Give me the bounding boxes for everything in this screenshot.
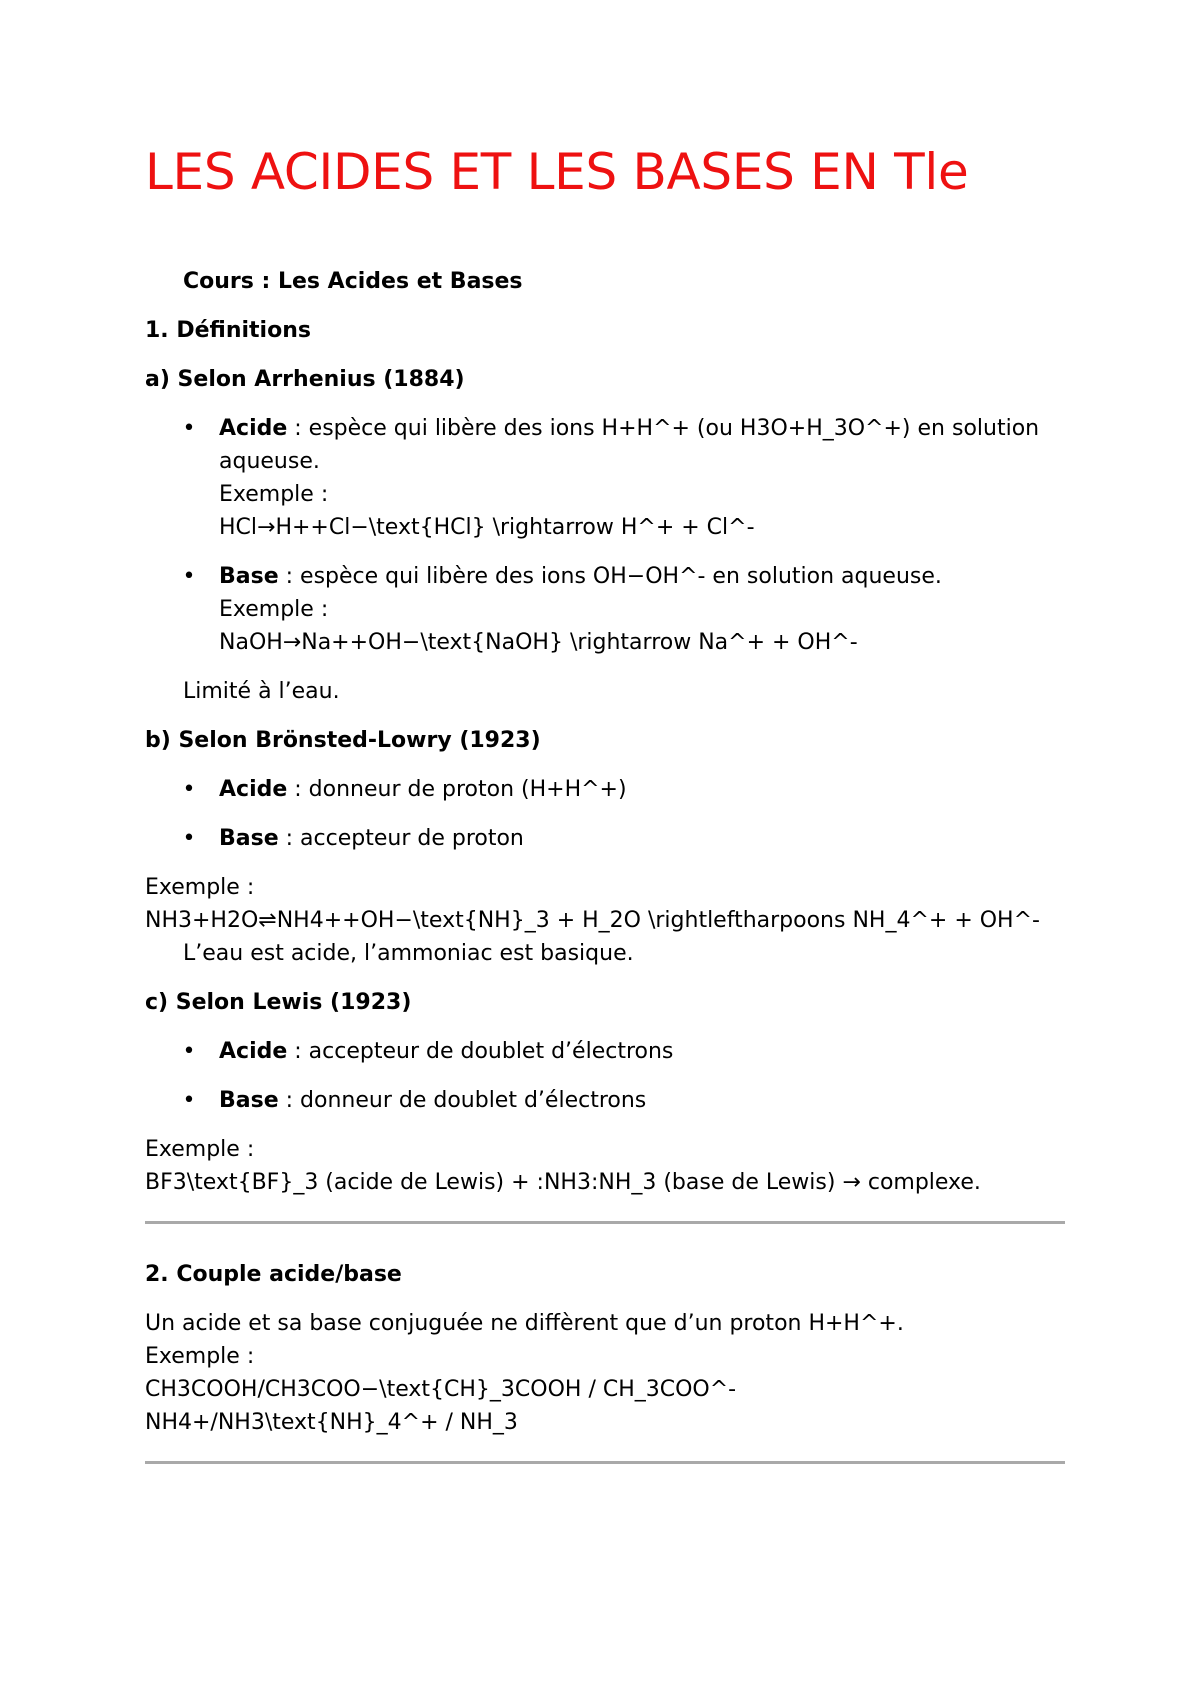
document-title: LES ACIDES ET LES BASES EN Tle — [145, 143, 969, 201]
lewis-example-block — [145, 1133, 1065, 1199]
bullet-icon: • — [182, 777, 196, 802]
arrhenius-acid-text: : espèce qui libère des ions H+H^+ (ou H3O+H_3O^+) en solution aqueuse. — [219, 416, 1040, 474]
bronsted-heading: b) Selon Brönsted-Lowry (1923) — [145, 728, 541, 753]
bullet-icon: • — [182, 1088, 196, 1113]
arrhenius-list — [145, 412, 1065, 659]
arrhenius-base-item — [145, 560, 1065, 659]
arrhenius-base-text: : espèce qui libère des ions OH−OH^- en solution aqueuse. — [278, 564, 942, 589]
couple-example-2: NH4+/NH3\text{NH}_4^+ / NH_3 — [145, 1410, 518, 1435]
bronsted-base-text: : accepteur de proton — [278, 826, 524, 851]
course-heading: Cours : Les Acides et Bases — [183, 269, 523, 294]
arrhenius-acid-term: Acide — [219, 416, 288, 441]
bullet-icon: • — [182, 826, 196, 851]
arrhenius-base-example: NaOH→Na++OH−\text{NaOH} \rightarrow Na^+ + OH^- — [219, 630, 858, 655]
lewis-base-text: : donneur de doublet d’électrons — [278, 1088, 647, 1113]
bullet-icon: • — [182, 416, 196, 441]
bullet-icon: • — [182, 564, 196, 589]
couple-block — [145, 1307, 1065, 1439]
bronsted-example-block — [145, 871, 1065, 970]
lewis-base-item — [145, 1084, 1065, 1117]
arrhenius-base-term: Base — [219, 564, 279, 589]
bronsted-example-label: Exemple : — [145, 875, 255, 900]
bronsted-base-item — [145, 822, 1065, 855]
document-page — [145, 0, 1065, 1696]
lewis-acid-item — [145, 1035, 1065, 1068]
lewis-list — [145, 1035, 1065, 1117]
bronsted-list — [145, 773, 1065, 855]
horizontal-divider — [145, 1221, 1065, 1224]
section-couple-heading: 2. Couple acide/base — [145, 1262, 402, 1287]
arrhenius-base-example-label: Exemple : — [219, 597, 329, 622]
lewis-acid-text: : accepteur de doublet d’électrons — [287, 1039, 674, 1064]
bullet-icon: • — [182, 1039, 196, 1064]
arrhenius-note: Limité à l’eau. — [183, 679, 340, 704]
bronsted-example: NH3+H2O⇌NH4++OH−\text{NH}_3 + H_2O \rightleftharpoons NH_4^+ + OH^- — [145, 908, 1040, 933]
bronsted-acid-term: Acide — [219, 777, 288, 802]
arrhenius-acid-example-label: Exemple : — [219, 482, 329, 507]
arrhenius-acid-item — [145, 412, 1065, 544]
document-content — [145, 265, 1065, 1498]
lewis-heading: c) Selon Lewis (1923) — [145, 990, 412, 1015]
couple-example-label: Exemple : — [145, 1344, 255, 1369]
couple-example-1: CH3COOH/CH3COO−\text{CH}_3COOH / CH_3COO^- — [145, 1377, 737, 1402]
lewis-example-label: Exemple : — [145, 1137, 255, 1162]
bronsted-note: L’eau est acide, l’ammoniac est basique. — [183, 941, 634, 966]
lewis-example: BF3\text{BF}_3 (acide de Lewis) + :NH3:NH_3 (base de Lewis) → complexe. — [145, 1170, 981, 1195]
lewis-base-term: Base — [219, 1088, 279, 1113]
arrhenius-acid-example: HCl→H++Cl−\text{HCl} \rightarrow H^+ + Cl^- — [219, 515, 755, 540]
couple-text: Un acide et sa base conjuguée ne diffèrent que d’un proton H+H^+. — [145, 1311, 904, 1336]
arrhenius-heading: a) Selon Arrhenius (1884) — [145, 367, 465, 392]
section-definitions-heading: 1. Définitions — [145, 318, 311, 343]
lewis-acid-term: Acide — [219, 1039, 288, 1064]
bronsted-base-term: Base — [219, 826, 279, 851]
bronsted-acid-text: : donneur de proton (H+H^+) — [287, 777, 627, 802]
bronsted-acid-item — [145, 773, 1065, 806]
horizontal-divider — [145, 1461, 1065, 1464]
